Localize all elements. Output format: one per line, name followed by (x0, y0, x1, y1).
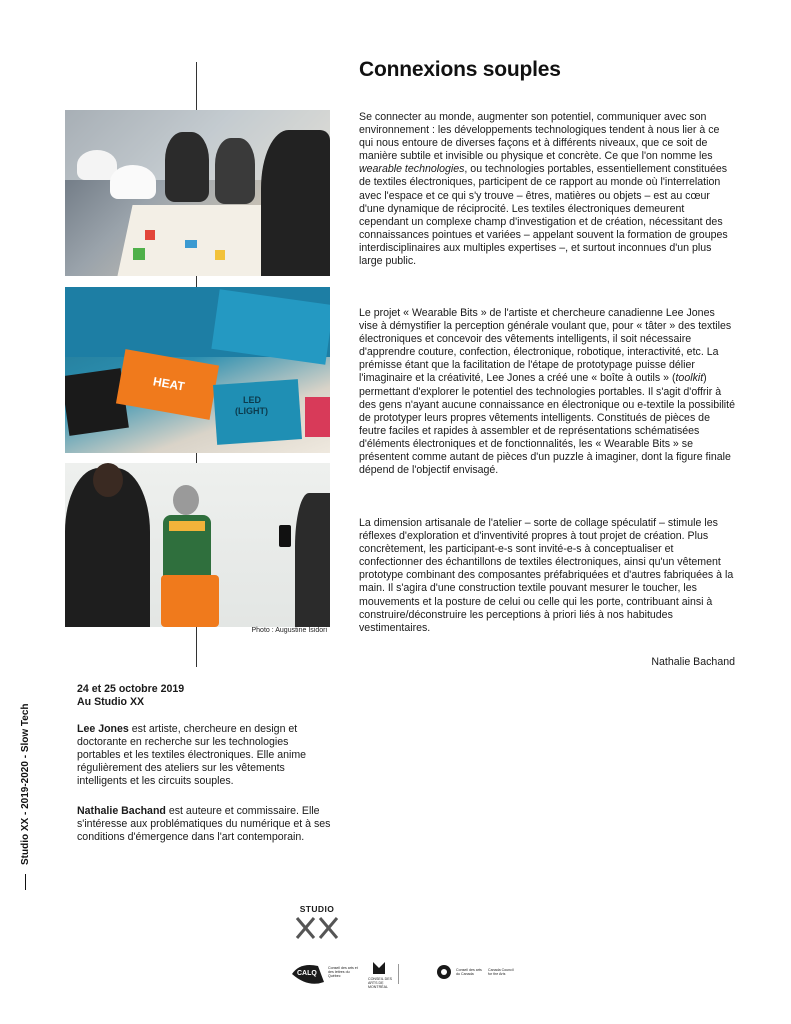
sidebar-series-label: Studio XX - 2019-2020 - Slow Tech (20, 703, 31, 890)
calq-caption: Conseil des arts et des lettres du Québec (328, 966, 358, 978)
bio-lee-jones: Lee Jones est artiste, chercheure en design et doctorante en recherche sur les technologies portables et les textiles électroniques. Elle anime régulièrement des ateliers sur les vêtements intelligents et les circuits souples. (77, 723, 307, 788)
calq-logo-text: CALQ (297, 970, 317, 977)
canada-council-fr: Conseil des arts du Canada (456, 968, 482, 976)
sponsor-logos (290, 960, 550, 990)
canada-council-en: Canada Council for the Arts (488, 968, 514, 976)
cam-caption: CONSEIL DES ARTS DE MONTRÉAL (368, 977, 393, 989)
cam-logo-icon (372, 961, 386, 975)
felt-label-light: (LIGHT) (235, 406, 268, 416)
photo-caption: Photo : Augustine Isidori (251, 627, 327, 634)
emphasis-wearable-technologies: wearable technologies (359, 163, 465, 176)
article-paragraph-1: Se connecter au monde, augmenter son potentiel, communiquer avec son environnement : les développements technologiques tendent à nous lier à ce qui nous entoure de diverses façons et à différents niveaux, que ce soit de manière subtile et invisible ou physique et concrète. Ce que l'on nomme les wearable technologies, ou technologies portables, essentiellement constituées de textiles électroniques, participent de ce rapport au monde où l'interrelation avec l'espace et ce qui s'y trouve – êtres, matières ou objets – est au cœur d'une dynamique de réciprocité. Les textiles électroniques demeurent cependant un complexe champ d'investigation et de création, nécessitant des connaissances pointues et variées – appelant souvent la formation de groupes interdisciplinaires aux multiples expertises –, et surtout inconnues d'un plus large public. (359, 111, 728, 268)
felt-pieces-photo (65, 287, 330, 453)
event-date: 24 et 25 octobre 2019 (77, 683, 185, 695)
prototype-presentation-photo (65, 463, 330, 627)
emphasis-toolkit: toolkit (675, 372, 704, 385)
sidebar-rule (25, 874, 26, 890)
bio-nathalie-bachand: Nathalie Bachand est auteure et commissaire. Elle s'intéresse aux problématiques du numérique et à ses conditions d'émergence dans l'art contemporain. (77, 805, 331, 844)
article-title: Connexions souples (359, 58, 561, 81)
event-venue: Au Studio XX (77, 696, 145, 708)
workshop-photo-table (65, 110, 330, 276)
article-paragraph-3: La dimension artisanale de l'atelier – sorte de collage spéculatif – stimule les réflexes d'exploration et d'inventivité propres à tout projet de création. Plus concrètement, les participant-e-s sont invité-e-s à conceptualiser et confectionner des échantillons de textiles électroniques, ainsi qu'un vêtement prototype combinant des composantes préfabriquées et d'autres fabriquées à la main. Il s'agira d'une construction textile pouvant mesurer le toucher, les mouvements et la posture de celui ou celle qui les porte, contribuant ainsi à construire/déconstruire les perceptions à priori liés à nos habitudes vestimentaires. (359, 517, 734, 634)
article-author: Nathalie Bachand (651, 656, 735, 668)
studio-xx-logo: STUDIO (292, 904, 342, 946)
felt-label-heat: HEAT (152, 374, 186, 394)
bio-name: Lee Jones (77, 723, 129, 735)
sponsor-divider (398, 964, 399, 984)
canada-council-logo-icon (436, 964, 452, 980)
xx-mark-icon (292, 914, 342, 942)
article-paragraph-2: Le projet « Wearable Bits » de l'artiste et chercheure canadienne Lee Jones vise à démystifier la perception générale voulant que, pour « tâter » des textiles électroniques et concevoir des vêtements intelligents, il soit nécessaire d'apprendre couture, confection, électronique, robotique, interactivité, etc. La prémisse étant que la facilitation de l'étape de prototypage puisse délier l'imaginaire et la créativité, Lee Jones a créé une « boîte à outils » (toolkit) permettant d'explorer le potentiel des technologies portables. Il s'agit d'offrir à des gens n'ayant aucune connaissance en électronique ou e-textile la possibilité de prototyper leurs propres vêtements intelligents. Constitués de pièces de feutre faciles et rapides à assembler et de représentations schématisées d'éléments électroniques et de fonctionnalités, les « Wearable Bits » se présentent comme autant de pièces d'un puzzle à imaginer, dont la figure finale dépend de l'objectif envisagé. (359, 307, 735, 477)
felt-label-led: LED (243, 395, 261, 405)
bio-name: Nathalie Bachand (77, 805, 166, 817)
